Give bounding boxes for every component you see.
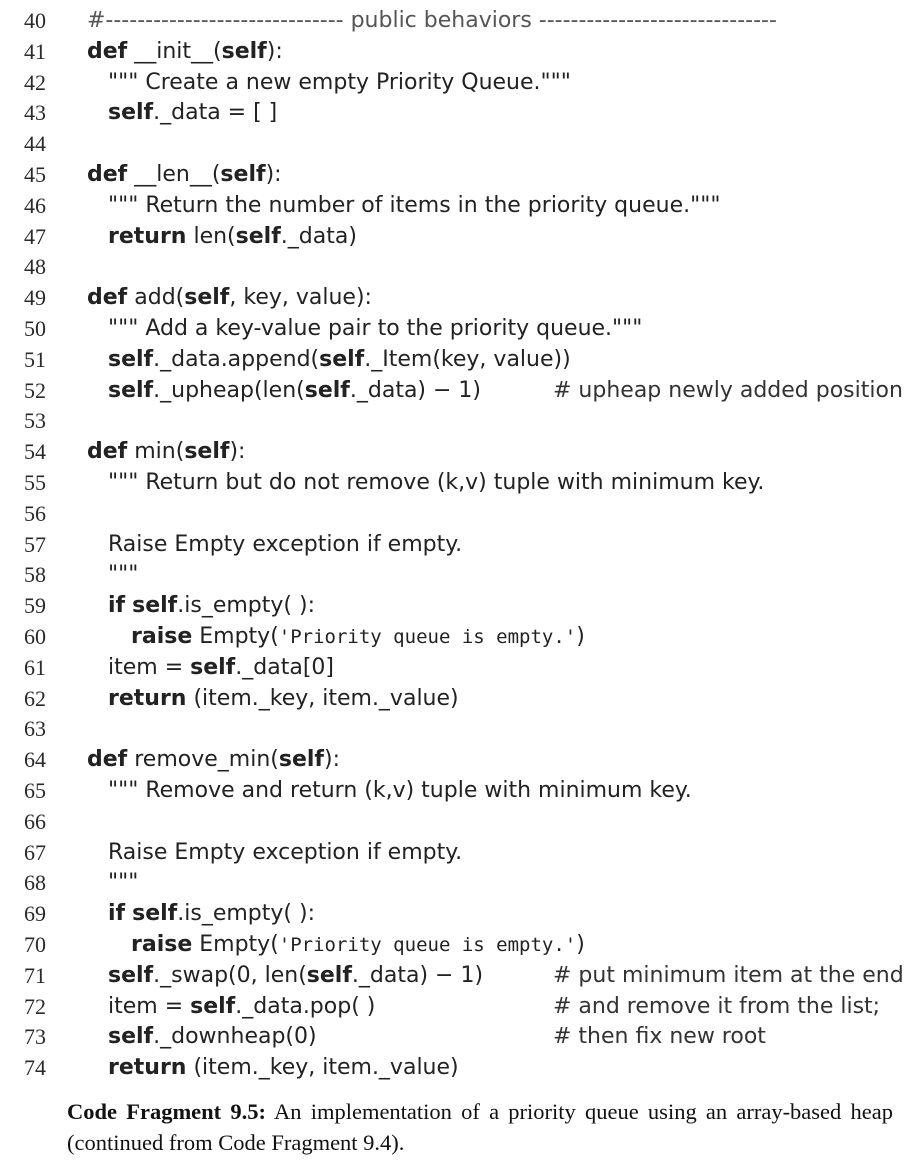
code-keyword: def — [87, 38, 128, 64]
code-line — [0, 6, 908, 37]
line-number: 49 — [24, 285, 46, 311]
code-token: ): — [265, 161, 282, 187]
line-number: 69 — [24, 901, 46, 927]
line-number: 66 — [24, 808, 46, 834]
line-number: 45 — [24, 161, 46, 187]
code-text — [108, 98, 277, 129]
line-number: 47 — [24, 223, 46, 249]
code-text — [108, 191, 720, 222]
line-number: 65 — [24, 777, 46, 803]
code-line — [0, 868, 908, 899]
code-text — [108, 961, 483, 992]
code-line — [0, 376, 908, 407]
line-number: 58 — [24, 562, 46, 588]
code-line — [0, 622, 908, 653]
code-token: ._upheap(len( — [153, 377, 305, 403]
code-keyword: self — [108, 377, 154, 403]
code-text — [108, 560, 138, 591]
code-comment: # and remove it from the list; — [553, 993, 881, 1019]
code-token: Raise Empty exception if empty. — [108, 839, 463, 865]
code-text — [87, 437, 245, 468]
line-number: 64 — [24, 747, 46, 773]
code-keyword: self — [304, 377, 350, 403]
line-number: 72 — [24, 993, 46, 1019]
code-keyword: self — [132, 901, 178, 927]
code-keyword: def — [87, 161, 128, 187]
caption-text: An implementation of a priority queue using an array-based heap (continued from Code Fragment 9.4). — [67, 1099, 893, 1155]
code-keyword: self — [132, 593, 178, 619]
line-number: 52 — [24, 377, 46, 403]
line-number: 41 — [24, 38, 46, 64]
code-keyword: self — [235, 223, 281, 249]
line-number: 59 — [24, 593, 46, 619]
code-text — [108, 684, 459, 715]
code-token: """ Remove and return (k,v) tuple with minimum key. — [108, 777, 692, 803]
code-token: ): — [324, 747, 340, 773]
code-line — [0, 252, 908, 283]
code-line — [0, 191, 908, 222]
line-number: 53 — [24, 408, 46, 434]
code-text — [108, 530, 462, 561]
code-text — [108, 345, 571, 376]
code-listing — [0, 6, 908, 1084]
code-line — [0, 591, 908, 622]
line-number: 42 — [24, 69, 46, 95]
code-token: ._data) − 1) — [349, 377, 482, 403]
line-number: 60 — [24, 623, 46, 649]
code-token: ._data.append( — [153, 346, 320, 372]
code-line — [0, 1022, 908, 1053]
code-keyword: self — [220, 161, 266, 187]
code-keyword: self — [306, 962, 352, 988]
code-keyword: self — [108, 346, 154, 372]
code-text — [108, 838, 462, 869]
code-line — [0, 468, 908, 499]
code-keyword: raise — [131, 623, 193, 649]
code-text — [108, 899, 315, 930]
code-keyword: return — [108, 223, 187, 249]
code-line — [0, 930, 908, 961]
code-token: Raise Empty exception if empty. — [108, 531, 463, 557]
line-number: 54 — [24, 439, 46, 465]
code-token: remove_min( — [127, 747, 279, 773]
code-line — [0, 838, 908, 869]
code-keyword: self — [184, 439, 230, 465]
code-keyword: self — [184, 285, 230, 311]
code-line — [0, 437, 908, 468]
code-token: ._data) − 1) — [351, 962, 484, 988]
code-text — [108, 591, 315, 622]
code-keyword: def — [87, 747, 128, 773]
code-keyword: def — [87, 285, 128, 311]
code-token: """ Return but do not remove (k,v) tuple with minimum key. — [108, 469, 765, 495]
line-number: 73 — [24, 1024, 46, 1050]
code-token: """ Create a new empty Priority Queue.""" — [108, 69, 571, 95]
code-token: , key, value): — [229, 285, 372, 311]
line-number: 46 — [24, 192, 46, 218]
code-token: (item._key, item._value) — [186, 685, 459, 711]
caption-label: Code Fragment 9.5: — [67, 1099, 267, 1124]
code-line — [0, 560, 908, 591]
code-line — [0, 961, 908, 992]
code-caption — [67, 1096, 893, 1158]
code-line — [0, 314, 908, 345]
code-text — [108, 776, 692, 807]
code-line — [0, 283, 908, 314]
code-keyword: self — [190, 654, 236, 680]
code-string: 'Priority queue is empty.' — [278, 625, 577, 648]
code-token: Empty( — [192, 931, 279, 957]
code-token: """ Return the number of items in the priority queue.""" — [108, 192, 721, 218]
code-text — [87, 745, 340, 776]
code-token: (item._key, item._value) — [186, 1055, 459, 1081]
code-text — [108, 992, 375, 1023]
code-keyword: self — [108, 1024, 154, 1050]
code-token: Empty( — [192, 623, 279, 649]
code-keyword: return — [108, 685, 187, 711]
code-token: """ Add a key-value pair to the priority queue.""" — [108, 315, 643, 341]
code-text — [131, 622, 585, 653]
code-keyword: self — [108, 100, 154, 126]
code-line — [0, 98, 908, 129]
code-text — [108, 1022, 317, 1053]
code-keyword: return — [108, 1055, 187, 1081]
line-number: 56 — [24, 500, 46, 526]
code-token: ): — [229, 439, 246, 465]
code-line — [0, 345, 908, 376]
code-keyword: self — [221, 38, 267, 64]
code-token: .is_empty( ): — [177, 901, 315, 927]
code-text — [87, 6, 777, 37]
code-line — [0, 714, 908, 745]
code-text — [108, 314, 642, 345]
line-number: 40 — [24, 8, 46, 33]
line-number: 43 — [24, 100, 46, 126]
code-token: """ — [108, 870, 139, 896]
line-number: 62 — [24, 685, 46, 711]
code-keyword: def — [87, 439, 128, 465]
code-line — [0, 1053, 908, 1084]
code-text — [108, 653, 334, 684]
code-text — [108, 1053, 459, 1084]
code-token: len( — [186, 223, 236, 249]
code-token: ) — [576, 931, 585, 957]
code-token: item = — [108, 993, 191, 1019]
code-line — [0, 406, 908, 437]
code-token: item = — [108, 654, 191, 680]
code-text — [108, 376, 481, 407]
line-number: 57 — [24, 531, 46, 557]
code-token: ): — [266, 38, 283, 64]
code-token: """ — [108, 562, 139, 588]
code-keyword: self — [190, 993, 236, 1019]
code-keyword: self — [319, 346, 365, 372]
code-keyword: self — [278, 747, 324, 773]
code-token: ._swap(0, len( — [153, 962, 307, 988]
code-string: 'Priority queue is empty.' — [278, 933, 577, 956]
code-keyword: raise — [131, 931, 193, 957]
code-line — [0, 745, 908, 776]
line-number: 68 — [24, 870, 46, 896]
code-text — [108, 68, 571, 99]
line-number: 51 — [24, 346, 46, 372]
code-token: ._data.pop( ) — [235, 993, 376, 1019]
code-line — [0, 899, 908, 930]
code-line — [0, 992, 908, 1023]
code-line — [0, 653, 908, 684]
code-token: .is_empty( ): — [177, 593, 315, 619]
code-comment: # then fix new root — [553, 1024, 766, 1050]
code-token: ._data[0] — [235, 654, 334, 680]
code-token: ._downheap(0) — [153, 1024, 317, 1050]
code-token: ._Item(key, value)) — [364, 346, 571, 372]
code-keyword: self — [108, 962, 154, 988]
code-text — [87, 283, 372, 314]
code-text — [108, 222, 357, 253]
code-line — [0, 68, 908, 99]
code-line — [0, 776, 908, 807]
code-text — [108, 868, 138, 899]
code-text — [108, 468, 764, 499]
code-line — [0, 160, 908, 191]
code-token: ) — [576, 623, 585, 649]
code-line — [0, 37, 908, 68]
code-line — [0, 807, 908, 838]
line-number: 74 — [24, 1055, 46, 1081]
code-token: __len__( — [127, 161, 221, 187]
code-line — [0, 499, 908, 530]
line-number: 67 — [24, 839, 46, 865]
code-text — [131, 930, 585, 961]
code-token: add( — [127, 285, 185, 311]
line-number: 63 — [24, 716, 46, 742]
code-token: #------------------------------ public behaviors ------------------------------ — [87, 8, 777, 33]
line-number: 44 — [24, 131, 46, 157]
line-number: 61 — [24, 654, 46, 680]
code-line — [0, 222, 908, 253]
line-number: 71 — [24, 962, 46, 988]
code-line — [0, 530, 908, 561]
code-token: __init__( — [127, 38, 222, 64]
code-comment: # put minimum item at the end — [553, 962, 904, 988]
line-number: 48 — [24, 254, 46, 280]
code-keyword: if — [108, 593, 126, 619]
code-text — [87, 160, 282, 191]
code-token: ._data) — [280, 223, 357, 249]
line-number: 50 — [24, 315, 46, 341]
code-line — [0, 684, 908, 715]
line-number: 55 — [24, 469, 46, 495]
code-comment: # upheap newly added position — [553, 377, 903, 403]
code-keyword: if — [108, 901, 126, 927]
code-token: min( — [127, 439, 185, 465]
code-line — [0, 129, 908, 160]
code-text — [87, 37, 283, 68]
code-token: ._data = [ ] — [153, 100, 278, 126]
line-number: 70 — [24, 931, 46, 957]
